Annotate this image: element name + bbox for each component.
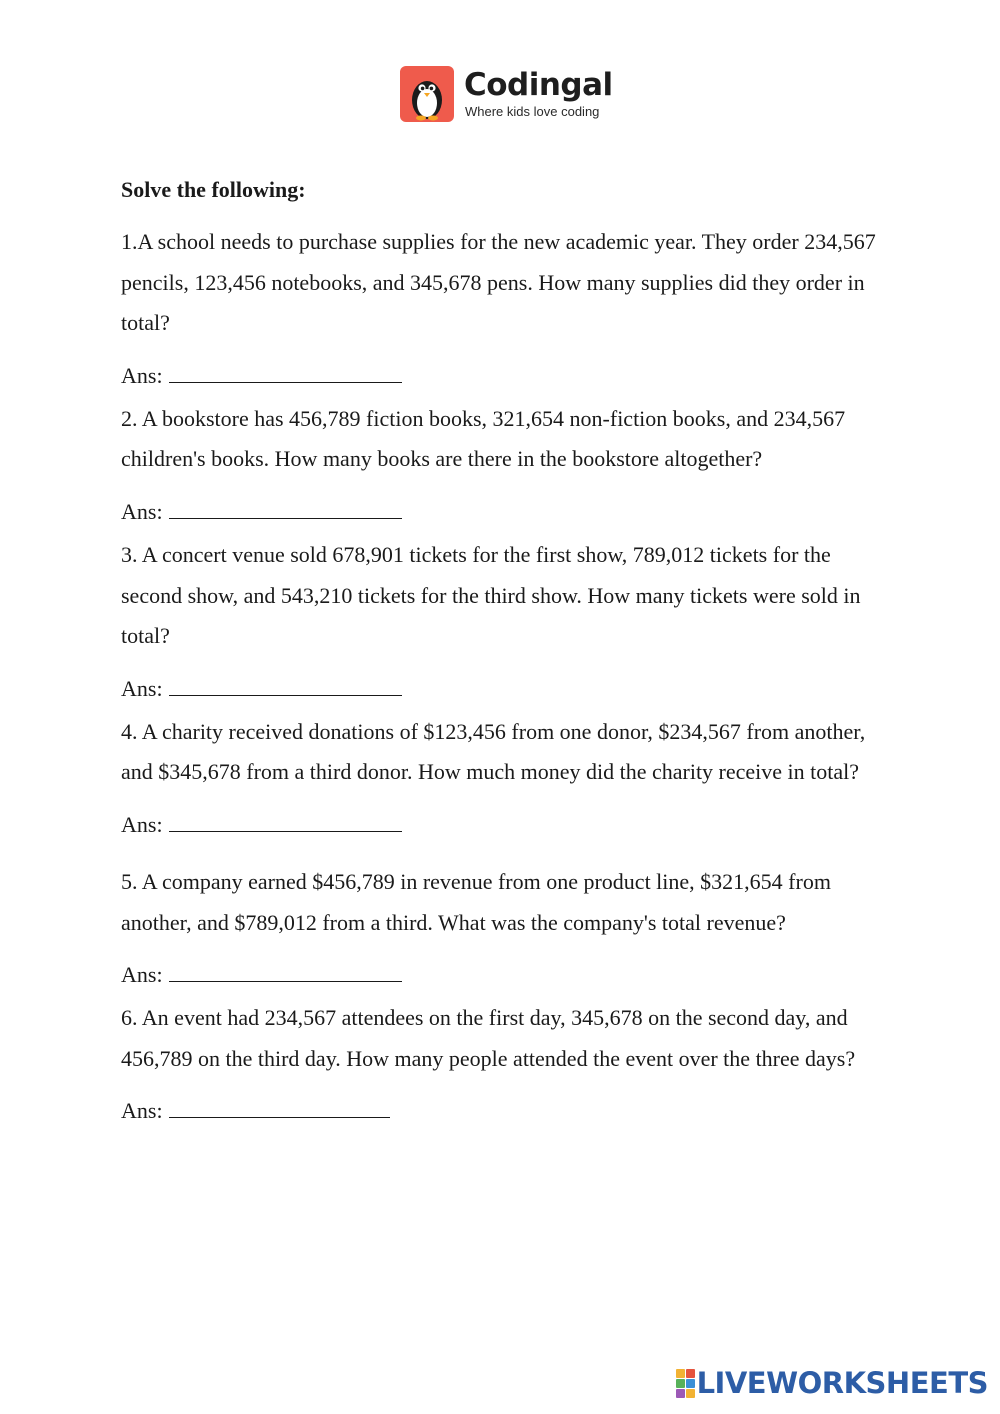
answer-blank-2[interactable] (169, 498, 402, 519)
spacer (121, 848, 891, 862)
answer-line-4 (121, 811, 891, 838)
answer-blank-3[interactable] (169, 675, 402, 696)
answer-blank-5[interactable] (169, 961, 402, 982)
answer-blank-1[interactable] (169, 362, 402, 383)
worksheet-heading: Solve the following: (121, 177, 306, 202)
answer-label: Ans: (121, 811, 163, 837)
liveworksheets-watermark (676, 1366, 988, 1400)
answer-label: Ans: (121, 675, 163, 701)
worksheet-body (121, 172, 891, 1134)
question-6: 6. An event had 234,567 attendees on the first day, 345,678 on the second day, and 456,789 on the third day. How many people attended the event over the three days? (121, 1005, 856, 1071)
question-5: 5. A company earned $456,789 in revenue from one product line, $321,654 from another, and $789,012 from a third. What was the company's total revenue? (121, 868, 831, 935)
answer-blank-6[interactable] (169, 1097, 390, 1118)
liveworksheets-logo-icon (676, 1369, 695, 1398)
logo-name: Codingal (464, 67, 613, 103)
answer-blank-4[interactable] (169, 811, 402, 832)
question-4: 4. A charity received donations of $123,456 from one donor, $234,567 from another, and $345,678 from a third donor. How much money did the charity receive in total? (121, 718, 866, 785)
answer-line-6 (121, 1097, 891, 1124)
question-2: 2. A bookstore has 456,789 fiction books, 321,654 non-fiction books, and 234,567 children's books. How many books are there in the bookstore altogether? (121, 405, 846, 472)
question-3: 3. A concert venue sold 678,901 tickets for the first show, 789,012 tickets for the second show, and 543,210 tickets for the third show. How many tickets were sold in total? (121, 541, 861, 649)
answer-label: Ans: (121, 362, 163, 388)
answer-label: Ans: (121, 962, 163, 988)
answer-label: Ans: (121, 498, 163, 524)
codingal-logo (400, 66, 613, 122)
answer-line-5 (121, 961, 891, 988)
logo-tagline: Where kids love coding (465, 104, 600, 119)
penguin-icon (400, 66, 454, 122)
answer-line-2 (121, 498, 891, 525)
answer-label: Ans: (121, 1098, 163, 1124)
answer-line-3 (121, 675, 891, 702)
watermark-text: LIVEWORKSHEETS (696, 1366, 988, 1400)
answer-line-1 (121, 362, 891, 389)
question-1: 1.A school needs to purchase supplies for the new academic year. They order 234,567 pencils, 123,456 notebooks, and 345,678 pens. How many supplies did they order in total? (121, 229, 876, 336)
